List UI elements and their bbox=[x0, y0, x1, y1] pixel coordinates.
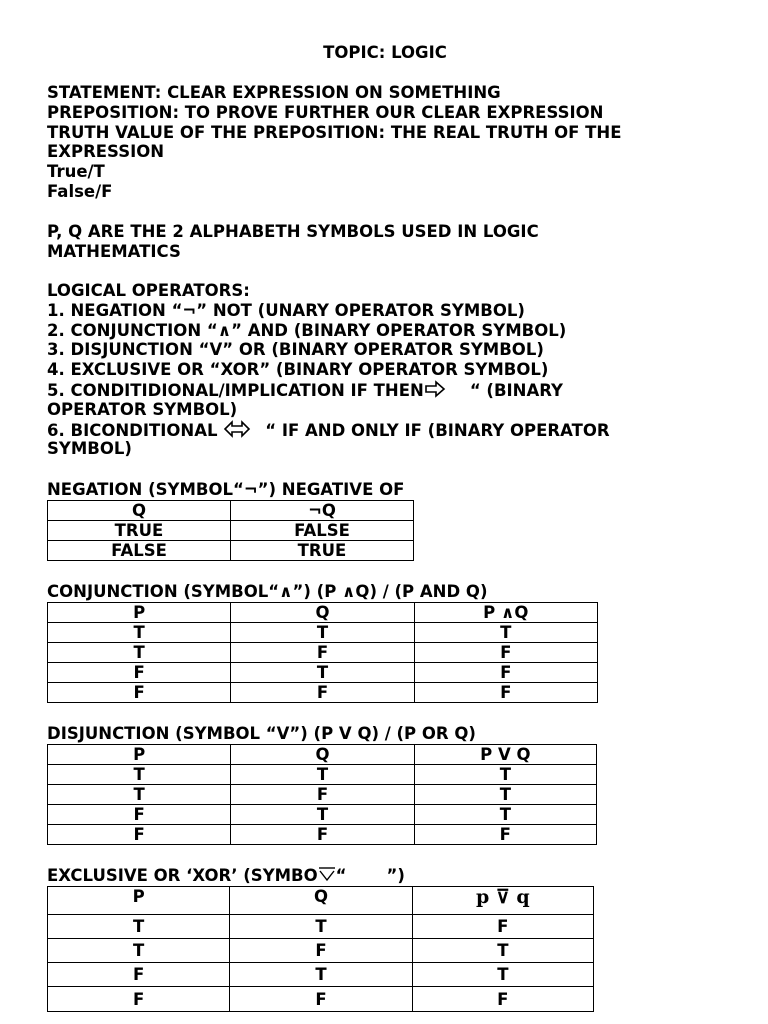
table-cell: T bbox=[48, 643, 231, 663]
header-cell: P bbox=[48, 745, 231, 765]
table-row bbox=[48, 915, 594, 939]
definitions-block bbox=[47, 83, 621, 202]
table-cell: T bbox=[48, 915, 230, 939]
table-cell: F bbox=[414, 825, 596, 845]
table-cell: FALSE bbox=[231, 521, 414, 541]
operator-conjunction: 2. CONJUNCTION “∧” AND (BINARY OPERATOR SYMBOL) bbox=[47, 320, 567, 340]
operators-heading: LOGICAL OPERATORS: bbox=[47, 281, 250, 300]
alphabet-line: MATHEMATICS bbox=[47, 241, 181, 261]
operator-conditional-suffix: “ (BINARY bbox=[469, 380, 564, 400]
table-cell: T bbox=[48, 765, 231, 785]
operator-conditional-cont: OPERATOR SYMBOL) bbox=[47, 399, 238, 419]
header-cell: Q bbox=[231, 603, 414, 623]
table-row bbox=[48, 623, 598, 643]
operator-negation: 1. NEGATION “¬” NOT (UNARY OPERATOR SYMBOL) bbox=[47, 300, 525, 320]
table-cell: T bbox=[48, 939, 230, 963]
definition-line: EXPRESSION bbox=[47, 142, 165, 162]
header-cell: Q bbox=[230, 887, 412, 915]
alphabet-line: P, Q ARE THE 2 ALPHABETH SYMBOLS USED IN LOGIC bbox=[47, 222, 539, 241]
table-cell: T bbox=[231, 663, 414, 683]
table-cell: F bbox=[48, 805, 231, 825]
operator-biconditional-suffix: “ IF AND ONLY IF (BINARY OPERATOR bbox=[265, 420, 610, 440]
table-row bbox=[48, 683, 598, 703]
xor-caption-quote-open: “ bbox=[335, 866, 347, 885]
table-cell: F bbox=[231, 683, 414, 703]
table-row bbox=[48, 963, 594, 987]
negation-table bbox=[47, 500, 414, 561]
header-cell: P ∧Q bbox=[414, 603, 597, 623]
table-cell: T bbox=[414, 623, 597, 643]
table-cell: F bbox=[414, 683, 597, 703]
table-cell: F bbox=[231, 825, 414, 845]
xor-table bbox=[47, 886, 594, 1012]
table-cell: F bbox=[230, 987, 412, 1012]
table-header-row bbox=[48, 501, 414, 521]
table-cell: F bbox=[231, 785, 414, 805]
table-header-row bbox=[48, 887, 594, 915]
table-row bbox=[48, 643, 598, 663]
table-cell: T bbox=[48, 623, 231, 643]
table-cell: F bbox=[414, 643, 597, 663]
xor-caption-quote-close: ”) bbox=[386, 866, 405, 885]
table-row bbox=[48, 987, 594, 1012]
table-cell: F bbox=[48, 663, 231, 683]
table-row bbox=[48, 541, 414, 561]
header-cell: P bbox=[48, 887, 230, 915]
table-cell: F bbox=[412, 915, 593, 939]
table-row bbox=[48, 939, 594, 963]
operator-biconditional-cont: SYMBOL) bbox=[47, 439, 132, 459]
xor-caption bbox=[47, 866, 405, 887]
table-cell: F bbox=[231, 643, 414, 663]
operator-biconditional-text: 6. BICONDITIONAL bbox=[47, 420, 218, 440]
table-cell: F bbox=[48, 825, 231, 845]
table-row bbox=[48, 825, 597, 845]
table-cell: T bbox=[230, 963, 412, 987]
table-cell: FALSE bbox=[48, 541, 231, 561]
operator-disjunction: 3. DISJUNCTION “V” OR (BINARY OPERATOR SYMBOL) bbox=[47, 340, 544, 360]
table-cell: T bbox=[48, 785, 231, 805]
definition-line: True/T bbox=[47, 162, 105, 182]
table-cell: T bbox=[412, 939, 593, 963]
header-cell: Q bbox=[231, 745, 414, 765]
table-cell: T bbox=[412, 963, 593, 987]
operators-block bbox=[47, 281, 610, 459]
conjunction-table bbox=[47, 602, 598, 703]
table-cell: TRUE bbox=[48, 521, 231, 541]
table-row bbox=[48, 521, 414, 541]
table-row bbox=[48, 785, 597, 805]
definition-line: TRUTH VALUE OF THE PREPOSITION: THE REAL TRUTH OF THE bbox=[47, 122, 622, 142]
xor-symbol-icon bbox=[318, 866, 336, 887]
table-row bbox=[48, 663, 598, 683]
table-cell: T bbox=[414, 765, 596, 785]
table-cell: F bbox=[48, 683, 231, 703]
table-cell: F bbox=[412, 987, 593, 1012]
disjunction-caption: DISJUNCTION (SYMBOL “V”) (P V Q) / (P OR Q) bbox=[47, 724, 476, 743]
header-cell: P bbox=[48, 603, 231, 623]
operator-conditional bbox=[47, 380, 610, 400]
implication-arrow-icon bbox=[424, 380, 446, 403]
table-cell: TRUE bbox=[231, 541, 414, 561]
table-cell: F bbox=[414, 663, 597, 683]
header-cell: P V Q bbox=[414, 745, 596, 765]
operator-xor: 4. EXCLUSIVE OR “XOR” (BINARY OPERATOR SYMBOL) bbox=[47, 360, 549, 380]
header-cell: Q bbox=[48, 501, 231, 521]
table-cell: T bbox=[414, 805, 596, 825]
negation-caption: NEGATION (SYMBOL“¬”) NEGATIVE OF bbox=[47, 480, 405, 499]
table-cell: T bbox=[231, 805, 414, 825]
biconditional-arrow-icon bbox=[223, 420, 251, 443]
table-row bbox=[48, 765, 597, 785]
table-cell: T bbox=[230, 915, 412, 939]
table-row bbox=[48, 805, 597, 825]
operator-biconditional bbox=[47, 420, 610, 440]
header-cell: p ⊽ q bbox=[412, 887, 593, 915]
conjunction-caption: CONJUNCTION (SYMBOL“∧”) (P ∧Q) / (P AND Q) bbox=[47, 582, 488, 601]
table-cell: T bbox=[231, 765, 414, 785]
definition-line: False/F bbox=[47, 181, 113, 201]
table-cell: T bbox=[231, 623, 414, 643]
alphabet-block bbox=[47, 222, 539, 262]
table-cell: F bbox=[230, 939, 412, 963]
table-cell: F bbox=[48, 987, 230, 1012]
definition-line: STATEMENT: CLEAR EXPRESSION ON SOMETHING bbox=[47, 83, 501, 102]
table-header-row bbox=[48, 603, 598, 623]
xor-caption-text: EXCLUSIVE OR ‘XOR’ (SYMBO bbox=[47, 866, 318, 885]
header-cell: ¬Q bbox=[231, 501, 414, 521]
disjunction-table bbox=[47, 744, 597, 845]
operator-conditional-text: 5. CONDITIDIONAL/IMPLICATION IF THEN bbox=[47, 380, 424, 400]
table-header-row bbox=[48, 745, 597, 765]
definition-line: PREPOSITION: TO PROVE FURTHER OUR CLEAR EXPRESSION bbox=[47, 102, 604, 122]
table-cell: F bbox=[48, 963, 230, 987]
page-title: TOPIC: LOGIC bbox=[323, 43, 447, 62]
table-cell: T bbox=[414, 785, 596, 805]
